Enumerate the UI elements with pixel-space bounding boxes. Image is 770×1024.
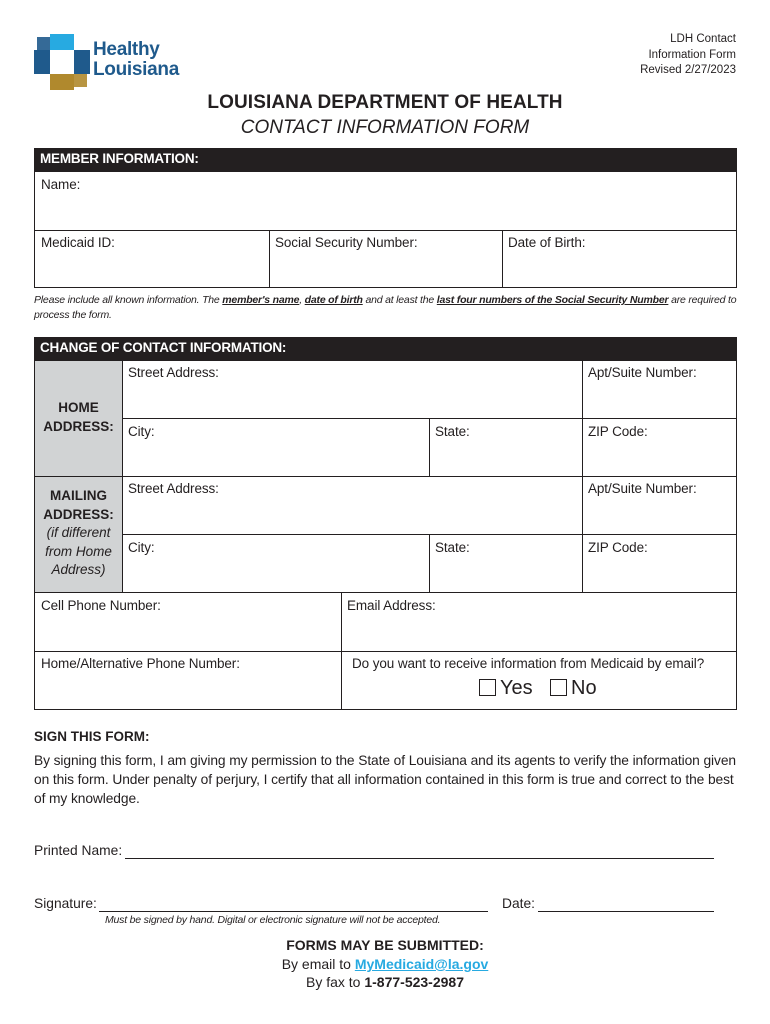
note-dob: date of birth: [304, 294, 363, 306]
no-checkbox[interactable]: [550, 679, 567, 696]
home-city-field[interactable]: [123, 419, 430, 477]
signature-note: Must be signed by hand. Digital or electronic signature will not be accepted.: [105, 914, 441, 926]
home-title-2: ADDRESS:: [43, 418, 114, 434]
medicaid-id-label: Medicaid ID:: [41, 235, 115, 250]
date-label: Date:: [502, 896, 535, 911]
home-title-1: HOME: [58, 400, 99, 415]
mailing-sub-1: (if different: [46, 525, 111, 540]
healthy-louisiana-logo: [34, 34, 184, 90]
required-info-note: [34, 293, 739, 323]
cell-phone-field[interactable]: [35, 593, 342, 652]
home-apt-label: Apt/Suite Number:: [588, 365, 697, 380]
note-text-2: ,: [299, 294, 305, 306]
page-title: LOUISIANA DEPARTMENT OF HEALTH: [207, 92, 563, 113]
signature-label: Signature:: [34, 896, 97, 911]
sign-section-title: SIGN THIS FORM:: [34, 729, 150, 744]
home-street-label: Street Address:: [128, 365, 219, 380]
submission-title: FORMS MAY BE SUBMITTED:: [286, 937, 484, 953]
meta-line1: LDH Contact: [670, 33, 736, 45]
form-meta: [640, 32, 736, 79]
mailing-apt-label: Apt/Suite Number:: [588, 481, 697, 496]
email-address-label: Email Address:: [347, 598, 436, 613]
home-street-field[interactable]: [123, 361, 583, 419]
mailing-apt-field[interactable]: [583, 477, 736, 535]
mailing-sub-3: Address): [51, 562, 106, 577]
member-section-header: MEMBER INFORMATION:: [34, 148, 737, 171]
mailing-state-field[interactable]: [430, 535, 583, 593]
submit-by-email: [0, 956, 770, 972]
contact-section-header: CHANGE OF CONTACT INFORMATION:: [34, 337, 737, 360]
yes-checkbox[interactable]: [479, 679, 496, 696]
printed-name-line[interactable]: [125, 843, 714, 859]
home-city-label: City:: [128, 424, 155, 439]
logo-line1: Healthy: [93, 39, 160, 60]
note-text-1: Please include all known information. The: [34, 294, 223, 306]
medicaid-id-field[interactable]: [35, 231, 270, 287]
email-address-field[interactable]: [342, 593, 736, 652]
home-zip-label: ZIP Code:: [588, 424, 648, 439]
home-apt-field[interactable]: [583, 361, 736, 419]
mailing-address-label: [35, 477, 123, 593]
no-label: No: [571, 677, 597, 699]
mailing-state-label: State:: [435, 540, 470, 555]
home-state-label: State:: [435, 424, 470, 439]
logo-line2: Louisiana: [93, 59, 179, 80]
note-member-name: member's name: [222, 294, 300, 306]
dob-label: Date of Birth:: [508, 235, 586, 250]
mailing-sub-2: from Home: [45, 543, 112, 559]
mailing-zip-label: ZIP Code:: [588, 540, 648, 555]
email-consent-field: [342, 652, 736, 709]
dob-field[interactable]: [503, 231, 736, 287]
yes-option[interactable]: [479, 677, 533, 700]
mailing-street-field[interactable]: [123, 477, 583, 535]
note-ssn: last four numbers of the Social Security Number: [436, 294, 669, 306]
contact-info-box: [34, 360, 737, 710]
alt-phone-label: Home/Alternative Phone Number:: [41, 656, 240, 671]
email-prefix: By email to: [281, 956, 355, 972]
fax-prefix: By fax to: [306, 974, 365, 990]
email-consent-question: Do you want to receive information from Medicaid by email?: [352, 656, 705, 671]
ssn-label: Social Security Number:: [275, 235, 418, 250]
submit-by-fax: [0, 974, 770, 990]
ssn-field[interactable]: [270, 231, 503, 287]
meta-line2: Information Form: [648, 48, 736, 61]
member-info-box: [34, 171, 737, 288]
mailing-street-label: Street Address:: [128, 481, 219, 496]
date-line[interactable]: [538, 896, 714, 912]
fax-number: 1-877-523-2987: [364, 974, 464, 990]
mailing-zip-field[interactable]: [583, 535, 736, 593]
printed-name-label: Printed Name:: [34, 843, 123, 858]
note-text-4: are required to process the form.: [34, 294, 737, 321]
home-address-label: [35, 361, 123, 477]
email-link[interactable]: MyMedicaid@la.gov: [354, 956, 489, 972]
signature-line[interactable]: [99, 896, 488, 912]
form-subtitle: CONTACT INFORMATION FORM: [240, 117, 530, 138]
mailing-city-field[interactable]: [123, 535, 430, 593]
note-text-3: and at least the: [362, 294, 437, 306]
no-option[interactable]: [550, 677, 597, 700]
meta-revised: Revised 2/27/2023: [640, 64, 736, 76]
yes-label: Yes: [500, 677, 533, 699]
home-state-field[interactable]: [430, 419, 583, 477]
mailing-title-1: MAILING: [50, 488, 107, 503]
alt-phone-field[interactable]: [35, 652, 342, 709]
name-label: Name:: [41, 177, 81, 192]
mailing-title-2: ADDRESS:: [43, 506, 114, 522]
sign-paragraph: By signing this form, I am giving my permission to the State of Louisiana and its agents to verify the information given on this form. Under penalty of perjury, I certify that all information contained in this form is true and correct to the best of my knowledge.: [34, 753, 736, 806]
cross-logo-icon: [34, 34, 90, 90]
mailing-city-label: City:: [128, 540, 155, 555]
cell-phone-label: Cell Phone Number:: [41, 598, 161, 613]
name-field[interactable]: [35, 172, 736, 231]
home-zip-field[interactable]: [583, 419, 736, 477]
